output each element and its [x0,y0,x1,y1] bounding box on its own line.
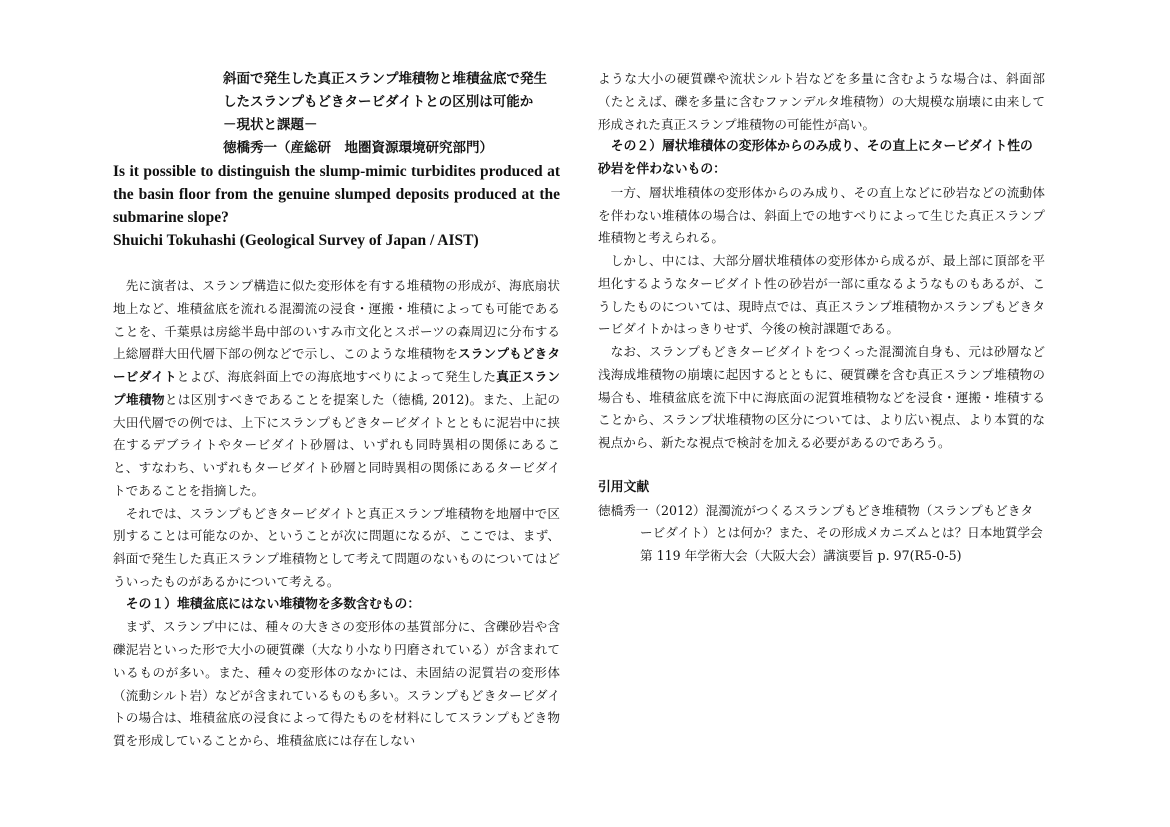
jp-title-line: －現状と課題－ [223,117,318,133]
english-author: Shuichi Tokuhashi (Geological Survey of Japan / AIST) [113,232,479,249]
body-paragraph-3: まず、スランプ中には、種々の大きさの変形体の基質部分に、含礫砂岩や含礫泥岩といった形で大小の硬質礫（大なり小なり円磨されている）が含まれているものが多い。また、種々の変形体のなかには、未固結の泥質岩の変形体（流動シルト岩）などが含まれているものも多い。スランプもどきタービダイトの場合は、堆積盆底の浸食によって得たものを材料にしてスランプもどき物質を形成していることから、堆積盆底には存在しない [113,619,560,748]
spacer [113,253,560,275]
body-paragraph-5: 一方、層状堆積体の変形体からのみ成り、その直上などに砂岩などの流動体を伴わない堆積体の場合は、斜面上での地すべりによって生じた真正スランプ堆積物と考えられる。 [598,184,1045,246]
body-paragraph-1 [113,275,560,503]
text-run: とは区別すべきであることを提案した（徳橋, 2012)。また、上記の大田代層での例では、上下にスランプもどきタービダイトとともに泥岩中に挟在するデブライトやタービダイト砂層は、いずれも同時異相の関係にあること、すなわち、いずれもタービダイト砂層と同時異相の関係にあるタービダイトであることを指摘した。 [113,391,560,498]
section-heading-1: その１）堆積盆底にはない堆積物を多数含むもの： [125,596,421,612]
jp-title-line: 斜面で発生した真正スランプ堆積物と堆積盆底で発生 [223,71,547,87]
term-genuine-slump-deposit: 真正スランプ堆積物 [113,369,561,407]
body-paragraph-2: それでは、スランプもどきタービダイトと真正スランプ堆積物を地層中で区別することは可能なのか、ということが次に問題になるが、ここでは、まず、斜面で発生した真正スランプ堆積物として考えて問題のないものについてはどういったものがあるかについて考える。 [113,505,560,589]
body-paragraph-4: ような大小の硬質礫や流状シルト岩などを多量に含むような場合は、斜面部（たとえば、礫を多量に含むファンデルタ堆積物）の大規模な崩壊に由来して形成された真正スランプ堆積物の可能性が高い。 [598,71,1045,132]
term-slump-mimic-turbidite: スランプもどきタービダイト [113,346,561,384]
section-heading-2: その２）層状堆積体の変形体からのみ成り、その直上にタービダイト性の砂岩を伴わないもの： [598,139,1033,177]
spacer [598,455,1045,477]
body-paragraph-6: しかし、中には、大部分層状堆積体の変形体から成るが、最上部に頂部を平坦化するようなタービダイト性の砂岩が一部に重なるようなものもあるが、こうしたものについては、現時点では、真正スランプ堆積物かスランプもどきタービダイトかはっきりせず、今後の検討課題である。 [598,253,1045,337]
text-run: 先に演者は、スランプ構造に似た変形体を有する堆積物の形成が、海底扇状地上など、堆積盆底を流れる混濁流の浸食・運搬・堆積によっても可能であることを、千葉県は房総半島中部のいすみ市文化とスポーツの森周辺に分布する上総層群大田代層下部の例などで示し、このような堆積物を [113,278,560,362]
text-run: とよび、海底斜面上での海底地すべりによって発生した [176,369,497,384]
english-title: Is it possible to distinguish the slump-mimic turbidites produced at the basin floor from the genuine slumped deposits produced at the submarine slope? [113,163,560,226]
references-heading: 引用文献 [598,479,650,495]
right-column [598,68,1045,568]
left-column [113,68,560,753]
reference-item: 徳橋秀一（2012）混濁流がつくるスランプもどき堆積物（スランプもどきタービダイト）とは何か？また、その形成メカニズムとは？日本地質学会第 119 年学術大会（大阪大会）講演要旨 p. 97(R5-0-5) [598,502,1043,563]
jp-author-line: 徳橋秀一（産総研 地圏資源環境研究部門） [223,140,493,156]
body-paragraph-7: なお、スランプもどきタービダイトをつくった混濁流自身も、元は砂層など浅海成堆積物の崩壊に起因するとともに、硬質礫を含む真正スランプ堆積物の場合も、堆積盆底を流下中に海底面の泥質堆積物などを浸食・運搬・堆積することから、スランプ状堆積物の区分については、より広い視点、より本質的な視点から、新たな視点で検討を加える必要があるのであろう。 [598,344,1045,450]
jp-title-line: したスランプもどきタービダイトとの区別は可能か [223,94,534,110]
japanese-title [223,68,560,160]
